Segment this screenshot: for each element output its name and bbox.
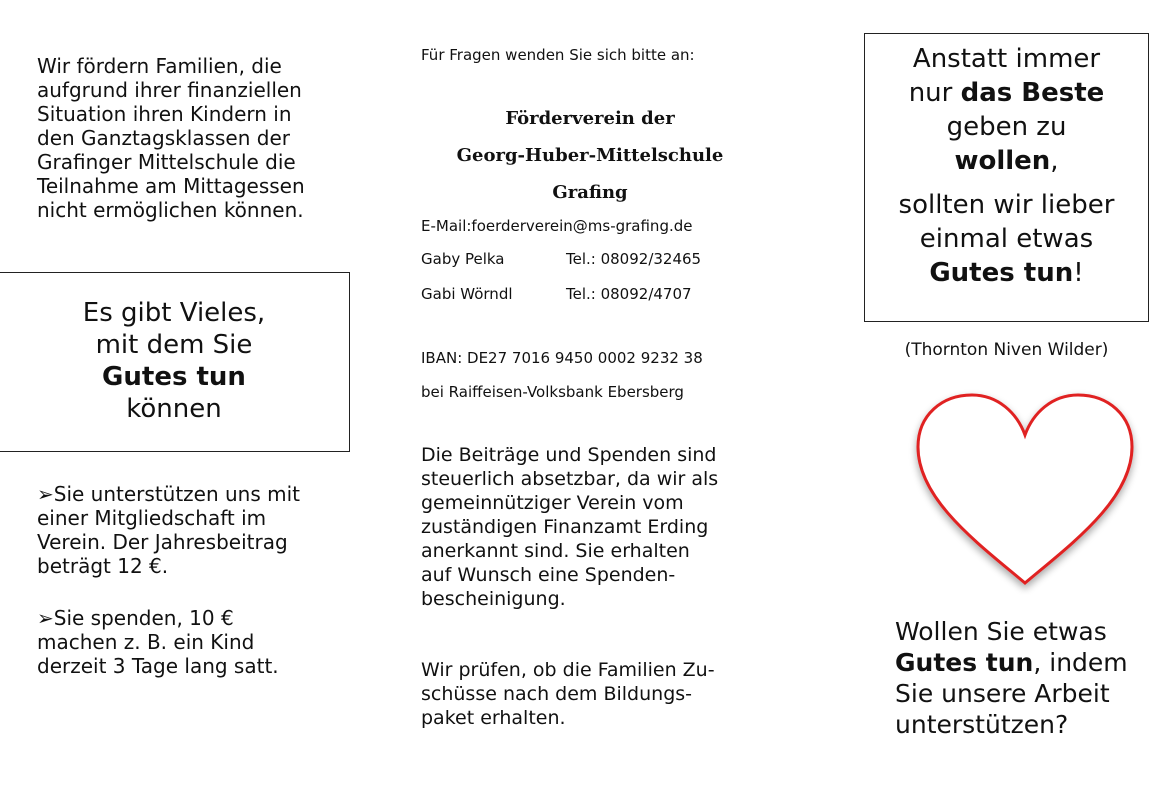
call-to-action	[895, 616, 1165, 740]
check-paragraph	[421, 658, 761, 730]
heart-icon	[900, 385, 1150, 595]
bullet-line: Verein. Der Jahresbeitrag	[37, 530, 288, 554]
bullet-line: beträgt 12 €.	[37, 554, 169, 578]
intro-line: Situation ihren Kindern in	[37, 102, 292, 126]
bullet-line: einer Mitgliedschaft im	[37, 506, 267, 530]
quote-text: nur	[908, 78, 961, 108]
check-line: paket erhalten.	[421, 707, 566, 729]
quote-line: Anstatt immer	[912, 44, 1101, 74]
cta-line	[895, 647, 1165, 678]
heart-shape	[918, 395, 1132, 583]
membership-bullet	[37, 482, 337, 578]
box-line: mit dem Sie	[95, 330, 253, 360]
bullet-line: machen z. B. ein Kind	[37, 630, 255, 654]
tax-line: zuständigen Finanzamt Erding	[421, 516, 709, 538]
quote-line: sollten wir lieber	[898, 190, 1115, 220]
check-line: Wir prüfen, ob die Familien Zu-	[421, 659, 715, 681]
tax-line: gemeinnütziger Verein vom	[421, 492, 684, 514]
quote-bold: Gutes tun	[929, 258, 1074, 288]
quote-box	[864, 33, 1149, 322]
intro-paragraph	[37, 54, 357, 222]
email-address: E-Mail:foerderverein@ms-grafing.de	[421, 217, 693, 235]
cta-line: unterstützen?	[895, 710, 1069, 739]
gutes-tun-box	[0, 272, 350, 452]
cta-line: Sie unsere Arbeit	[895, 679, 1110, 708]
cta-text: , indem	[1033, 648, 1128, 677]
quote-line	[865, 76, 1148, 110]
box-line-bold: Gutes tun	[102, 362, 246, 392]
cta-line: Wollen Sie etwas	[895, 617, 1107, 646]
contact-name: Gabi Wörndl	[421, 285, 513, 303]
quote-text: !	[1073, 258, 1084, 288]
iban: IBAN: DE27 7016 9450 0002 9232 38	[421, 349, 703, 367]
contact-row	[421, 285, 692, 303]
quote-line: einmal etwas	[919, 224, 1094, 254]
check-line: schüsse nach dem Bildungs-	[421, 683, 693, 705]
intro-line: Teilnahme am Mittagessen	[37, 174, 305, 198]
contact-intro: Für Fragen wenden Sie sich bitte an:	[421, 46, 695, 64]
intro-line: den Ganztagsklassen der	[37, 126, 290, 150]
tax-line: auf Wunsch eine Spenden-	[421, 564, 676, 586]
tax-line: Die Beiträge und Spenden sind	[421, 444, 717, 466]
cta-bold: Gutes tun	[895, 648, 1034, 677]
quote-line	[865, 256, 1148, 290]
tax-line: bescheinigung.	[421, 588, 566, 610]
quote-author: (Thornton Niven Wilder)	[904, 340, 1109, 360]
intro-line: Grafinger Mittelschule die	[37, 150, 296, 174]
quote-text: ,	[1050, 146, 1059, 176]
quote-bold: wollen	[954, 146, 1051, 176]
contact-row	[421, 250, 701, 268]
tax-paragraph	[421, 443, 761, 611]
bullet-line: ➢Sie unterstützen uns mit	[37, 482, 301, 506]
organization-name	[400, 100, 780, 211]
bullet-line: derzeit 3 Tage lang satt.	[37, 654, 279, 678]
intro-line: aufgrund ihrer finanziellen	[37, 78, 302, 102]
org-line: Förderverein der	[505, 108, 675, 129]
org-line: Grafing	[552, 182, 628, 203]
box-line: Es gibt Vieles,	[82, 298, 266, 328]
intro-line: nicht ermöglichen können.	[37, 198, 304, 222]
tax-line: anerkannt sind. Sie erhalten	[421, 540, 690, 562]
quote-line	[865, 144, 1148, 178]
bullet-line: ➢Sie spenden, 10 €	[37, 606, 234, 630]
contact-phone: Tel.: 08092/32465	[566, 250, 702, 268]
box-line: können	[126, 394, 222, 424]
quote-gap	[865, 178, 1148, 188]
bank-name: bei Raiffeisen-Volksbank Ebersberg	[421, 383, 684, 401]
intro-line: Wir fördern Familien, die	[37, 54, 282, 78]
org-line: Georg-Huber-Mittelschule	[456, 145, 724, 166]
contact-name: Gaby Pelka	[421, 250, 505, 268]
tax-line: steuerlich absetzbar, da wir als	[421, 468, 719, 490]
donation-bullet	[37, 606, 337, 678]
quote-line: geben zu	[946, 112, 1067, 142]
quote-bold: das Beste	[960, 78, 1105, 108]
contact-phone: Tel.: 08092/4707	[566, 285, 692, 303]
